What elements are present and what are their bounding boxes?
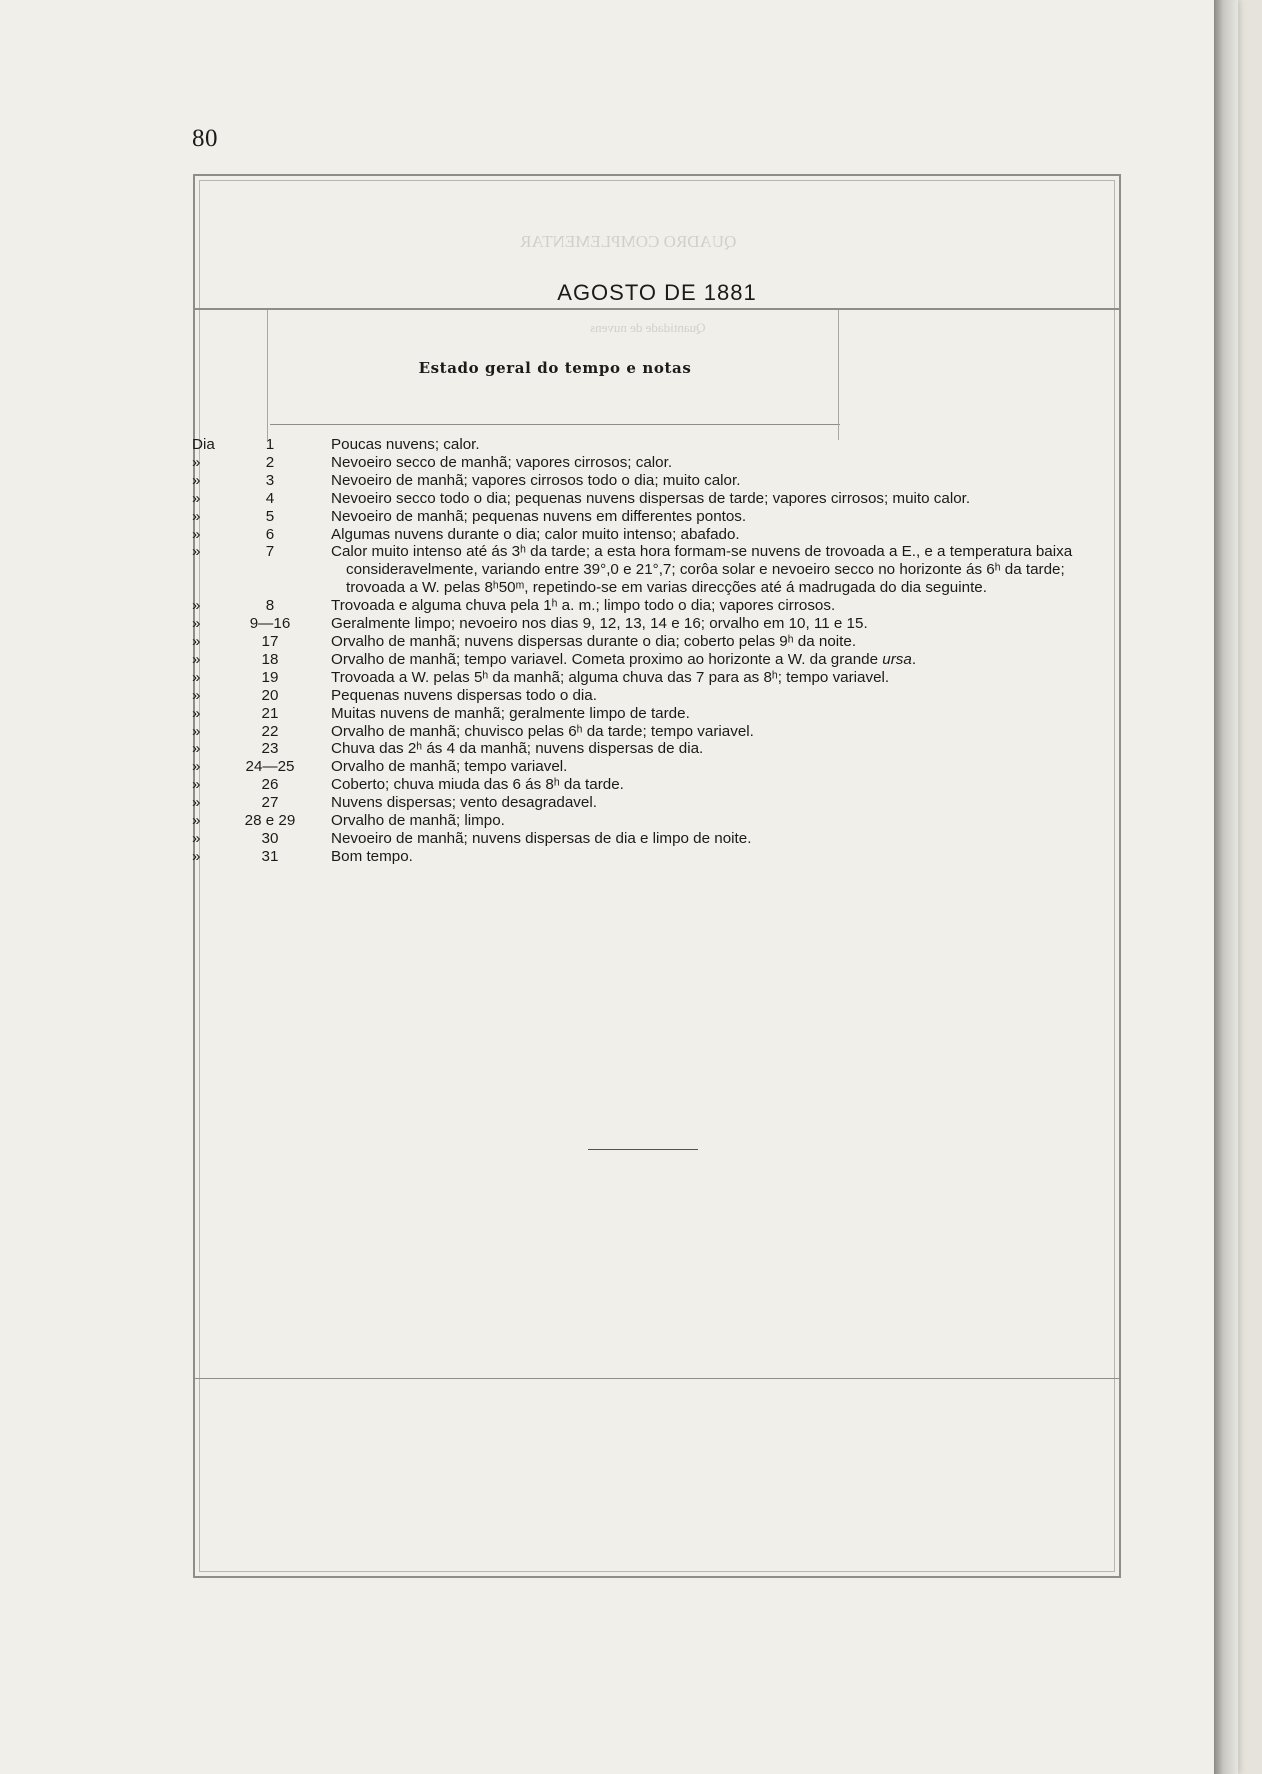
page-edge xyxy=(1214,0,1238,1774)
table-frame xyxy=(193,174,1121,1578)
table-row xyxy=(190,615,1130,633)
row-day: 30 xyxy=(261,829,279,847)
row-day: 24—25 xyxy=(245,758,295,776)
row-note: Nevoeiro de manhã; pequenas nuvens em differentes pontos. xyxy=(331,507,747,525)
row-marker: » xyxy=(192,740,201,758)
footer-rule xyxy=(193,1378,1121,1379)
row-note: Orvalho de manhã; tempo variavel. xyxy=(331,758,568,776)
row-marker: » xyxy=(192,722,201,740)
title-rule xyxy=(193,308,1121,310)
table-row xyxy=(190,740,1130,758)
row-marker: » xyxy=(192,597,201,615)
table-row xyxy=(190,454,1130,472)
row-note: Nevoeiro secco todo o dia; pequenas nuvens dispersas de tarde; vapores cirrosos; muito calor. xyxy=(331,489,971,507)
row-marker: Dia xyxy=(192,436,215,453)
row-day: 9—16 xyxy=(249,615,291,633)
table-row xyxy=(190,597,1130,615)
row-day: 7 xyxy=(265,543,275,561)
row-note: Orvalho de manhã; limpo. xyxy=(331,812,505,830)
row-note: Geralmente limpo; nevoeiro nos dias 9, 12, 13, 14 e 16; orvalho em 10, 11 e 15. xyxy=(331,615,868,633)
row-marker: » xyxy=(192,829,201,847)
notes-table xyxy=(190,436,1130,866)
row-note-continuation: trovoada a W. pelas 8ʰ50ᵐ, repetindo-se em varias direcções até á madrugada do dia seguinte. xyxy=(346,579,987,597)
table-row xyxy=(190,758,1130,776)
row-day: 17 xyxy=(261,632,279,650)
table-row xyxy=(190,651,1130,669)
row-day: 4 xyxy=(265,489,275,507)
show-through-heading: Quantidade de nuvens xyxy=(590,320,706,335)
row-day: 5 xyxy=(265,507,275,525)
row-marker: » xyxy=(192,650,201,668)
row-note: Poucas nuvens; calor. xyxy=(331,436,480,453)
row-note: Trovoada e alguma chuva pela 1ʰ a. m.; limpo todo o dia; vapores cirrosos. xyxy=(331,597,836,615)
row-note: Algumas nuvens durante o dia; calor muito intenso; abafado. xyxy=(331,525,740,543)
row-note: Trovoada a W. pelas 5ʰ da manhã; alguma chuva das 7 para as 8ʰ; tempo variavel. xyxy=(331,668,890,686)
row-day: 3 xyxy=(265,471,275,489)
row-day: 23 xyxy=(261,740,279,758)
column-rule-left xyxy=(267,310,268,440)
month-title: AGOSTO DE 1881 xyxy=(557,280,757,305)
table-frame-inner xyxy=(199,180,1115,1572)
table-row xyxy=(190,687,1130,705)
row-note: Nuvens dispersas; vento desagradavel. xyxy=(331,794,597,812)
row-marker: » xyxy=(192,758,201,776)
table-row xyxy=(190,776,1130,794)
table-row xyxy=(190,669,1130,687)
row-note: Pequenas nuvens dispersas todo o dia. xyxy=(331,686,597,704)
row-note: Muitas nuvens de manhã; geralmente limpo de tarde. xyxy=(331,704,690,722)
table-row xyxy=(190,472,1130,490)
row-marker: » xyxy=(192,507,201,525)
row-day: 2 xyxy=(265,453,275,471)
table-row xyxy=(190,526,1130,544)
row-note: Orvalho de manhã; tempo variavel. Cometa proximo ao horizonte a W. da grande ursa. xyxy=(331,650,917,668)
row-note: Nevoeiro de manhã; vapores cirrosos todo o dia; muito calor. xyxy=(331,471,741,489)
row-day: 28 e 29 xyxy=(244,812,296,830)
row-day: 21 xyxy=(261,704,279,722)
row-marker: » xyxy=(192,812,201,830)
table-row xyxy=(190,794,1130,812)
row-day: 19 xyxy=(261,668,279,686)
table-row xyxy=(190,490,1130,508)
row-marker: » xyxy=(192,489,201,507)
row-marker: » xyxy=(192,704,201,722)
row-note: Nevoeiro secco de manhã; vapores cirrosos; calor. xyxy=(331,453,673,471)
row-day: 1 xyxy=(265,436,275,453)
row-marker: » xyxy=(192,453,201,471)
table-row xyxy=(190,543,1130,597)
table-row xyxy=(190,705,1130,723)
row-day: 22 xyxy=(261,722,279,740)
footer-divider xyxy=(588,1149,698,1150)
row-note: Orvalho de manhã; chuvisco pelas 6ʰ da tarde; tempo variavel. xyxy=(331,722,754,740)
table-row xyxy=(190,633,1130,651)
row-marker: » xyxy=(192,686,201,704)
row-marker: » xyxy=(192,525,201,543)
table-row xyxy=(190,848,1130,866)
page-number: 80 xyxy=(192,125,218,152)
row-note: Calor muito intenso até ás 3ʰ da tarde; a esta hora formam-se nuvens de trovoada a E., e a temperatura baixa xyxy=(331,543,1073,561)
table-row xyxy=(190,830,1130,848)
table-row xyxy=(190,508,1130,526)
row-day: 26 xyxy=(261,776,279,794)
table-row xyxy=(190,812,1130,830)
row-day: 20 xyxy=(261,686,279,704)
row-day: 31 xyxy=(261,847,279,865)
row-day: 8 xyxy=(265,597,275,615)
show-through-title: QUADRO COMPLEMENTAR xyxy=(520,232,737,251)
row-day: 6 xyxy=(265,525,275,543)
row-note: Orvalho de manhã; nuvens dispersas durante o dia; coberto pelas 9ʰ da noite. xyxy=(331,632,857,650)
heading-rule xyxy=(270,424,840,425)
row-day: 18 xyxy=(261,650,279,668)
table-row xyxy=(190,723,1130,741)
row-marker: » xyxy=(192,615,201,633)
row-note: Bom tempo. xyxy=(331,847,413,865)
row-marker: » xyxy=(192,847,201,865)
row-note: Chuva das 2ʰ ás 4 da manhã; nuvens dispersas de dia. xyxy=(331,740,704,758)
row-note: Coberto; chuva miuda das 6 ás 8ʰ da tarde. xyxy=(331,776,624,794)
row-marker: » xyxy=(192,471,201,489)
table-row xyxy=(190,436,1130,454)
row-marker: » xyxy=(192,776,201,794)
row-marker: » xyxy=(192,794,201,812)
row-marker: » xyxy=(192,543,201,561)
row-marker: » xyxy=(192,668,201,686)
row-note-continuation: consideravelmente, variando entre 39°,0 e 21°,7; corôa solar e nevoeiro secco no horizonte ás 6ʰ da tarde; xyxy=(346,561,1065,579)
row-marker: » xyxy=(192,632,201,650)
section-heading: Estado geral do tempo e notas xyxy=(418,359,692,377)
row-day: 27 xyxy=(261,794,279,812)
row-note: Nevoeiro de manhã; nuvens dispersas de dia e limpo de noite. xyxy=(331,829,752,847)
